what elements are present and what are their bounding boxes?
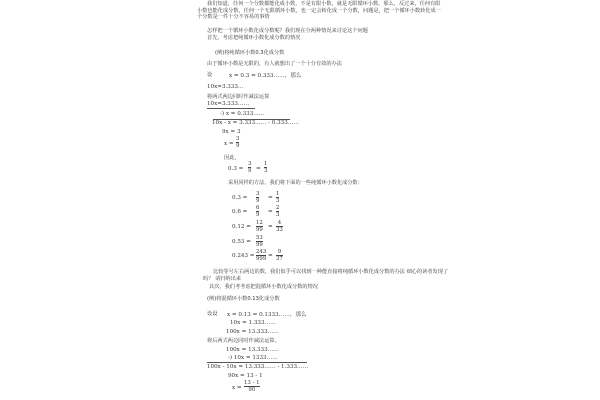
denominator: 33 xyxy=(276,227,283,233)
example1-eq-9x: 9x = 3 xyxy=(222,129,241,135)
method-row-fraction xyxy=(256,235,263,248)
numerator: 13 - 1 xyxy=(244,380,260,386)
method-row-fraction xyxy=(276,220,283,233)
example2-subtract-label: 将后两式两边同时作减法运算。 xyxy=(207,338,280,344)
intro-first-case: 首先，考虑把纯循环小数化成分数的情况 xyxy=(207,35,301,41)
example1-sentence: 由于循环小数是无限的，有人就想出了一个十分有效的办法 xyxy=(207,61,342,67)
method-row-equals: = xyxy=(268,224,273,230)
method-row-fraction xyxy=(276,191,279,204)
numerator: 2 xyxy=(276,205,280,211)
numerator: 53 xyxy=(256,235,263,241)
example1-rule-top xyxy=(207,108,255,109)
denominator: 9 xyxy=(256,198,260,204)
example1-title: (例)将纯循环小数0.3化成分数 xyxy=(215,50,285,56)
example2-eq-100x: 100x = 13.333…… xyxy=(226,329,279,335)
example1-fraction-3-9 xyxy=(236,136,239,149)
method-row-fraction xyxy=(276,249,283,262)
intro-paragraph: 我们知道，任何一个分数都能化成小数，不是有限小数，就是无限循环小数。那么，反过来，任何有限小数也能化成分数，任何一个无限循环小数，也一定会转化成一个分数，问题是，把一个循环小数转化成一个分数是一件十分不容易的事情 xyxy=(197,1,441,21)
numerator: 1 xyxy=(276,191,280,197)
numerator: 12 xyxy=(256,220,263,226)
intro-question: 怎样把一个循环小数化成分数呢？我们现在分两种情况来讨论这个问题 xyxy=(207,28,368,34)
example1-minus-row: -) x = 0.333…… xyxy=(220,111,265,117)
method-row-lhs: 0.3 = xyxy=(232,195,248,201)
example1-result-lhs: 0.3 = xyxy=(228,166,244,172)
example1-x-eq: x = xyxy=(224,141,234,147)
denominator: 9 xyxy=(256,212,260,218)
method-sentence: 采用同样的方法，我们将下面的一些纯循环小数化成分数： xyxy=(228,180,363,186)
example1-result-fraction-b xyxy=(264,161,267,174)
numerator: 4 xyxy=(277,220,282,226)
example1-diff-row: 10x - x = 3.333…… - 0.333…… xyxy=(212,120,299,126)
observation-second-case: 其次，我们考考虑把混循环小数化成分数的情况 xyxy=(209,284,318,290)
method-row-equals: = xyxy=(268,209,273,215)
numerator: 3 xyxy=(236,136,240,142)
denominator: 9 xyxy=(236,143,240,149)
method-row-equals: = xyxy=(268,195,273,201)
denominator: 3 xyxy=(276,198,280,204)
numerator: 1 xyxy=(264,161,268,167)
method-row-fraction xyxy=(256,249,266,262)
example2-eq-90x: 90x = 13 - 1 xyxy=(228,373,263,379)
example1-eq-10x: 10x=3.333… xyxy=(207,84,244,90)
denominator: 99 xyxy=(256,242,263,248)
denominator: 99 xyxy=(256,227,263,233)
denominator: 3 xyxy=(264,168,268,174)
method-row-fraction xyxy=(276,205,279,218)
example1-subtract-label: 将两式两边同时作减法运算 xyxy=(207,94,270,100)
method-row-fraction xyxy=(256,191,259,204)
example1-therefore: 因此， xyxy=(224,155,240,161)
example2-fraction-result xyxy=(244,380,260,393)
example2-eq-100x-sub: 100x = 13.333…… xyxy=(226,347,279,353)
method-row-lhs: 0.6 = xyxy=(232,209,248,215)
numerator: 243 xyxy=(256,249,267,255)
numerator: 3 xyxy=(248,161,252,167)
example1-eq-10x-sub: 10x=3.333…… xyxy=(207,101,250,107)
denominator: 9 xyxy=(248,168,252,174)
example1-result-equals: = xyxy=(256,166,261,172)
method-row-equals: = xyxy=(268,253,273,259)
denominator: 999 xyxy=(256,256,267,262)
numerator: 3 xyxy=(256,191,260,197)
example2-rule-sum xyxy=(207,362,307,363)
example1-result-fraction-a xyxy=(248,161,251,174)
example2-diff-row: 100x - 10x = 13.333…… - 1.333…… xyxy=(207,364,309,370)
observation-paragraph: 比较等号左右两边的数，我们似乎可以找到一种能直接将纯循环小数化成分数的办法 细心的读者发现了吗？ 请归纳出来 xyxy=(203,269,449,282)
method-row-lhs: 0.53 = xyxy=(232,239,251,245)
denominator: 37 xyxy=(276,256,283,262)
example2-eq-x: x = 0.13 = 0.1333……，那么 xyxy=(227,312,307,318)
method-row-lhs: 0.12 = xyxy=(232,224,251,230)
example2-minus-row: -) 10x = 1333…… xyxy=(228,355,278,361)
example2-let: 设设 xyxy=(207,311,218,317)
method-row-fraction xyxy=(256,205,259,218)
denominator: 90 xyxy=(248,387,256,393)
numerator: 9 xyxy=(277,249,282,255)
numerator: 6 xyxy=(256,205,260,211)
example2-x-eq: x = xyxy=(232,385,242,391)
method-row-fraction xyxy=(256,220,263,233)
denominator: 3 xyxy=(276,212,280,218)
method-row-lhs: 0.243 = xyxy=(232,253,255,259)
example2-title: (例)将混循环小数0.13化成分数 xyxy=(207,296,280,302)
example1-eq-x: x = 0.3 = 0.333……，那么 xyxy=(229,73,302,79)
example1-let: 设 xyxy=(207,72,213,78)
example2-eq-10x: 10x = 1.333…… xyxy=(230,320,276,326)
